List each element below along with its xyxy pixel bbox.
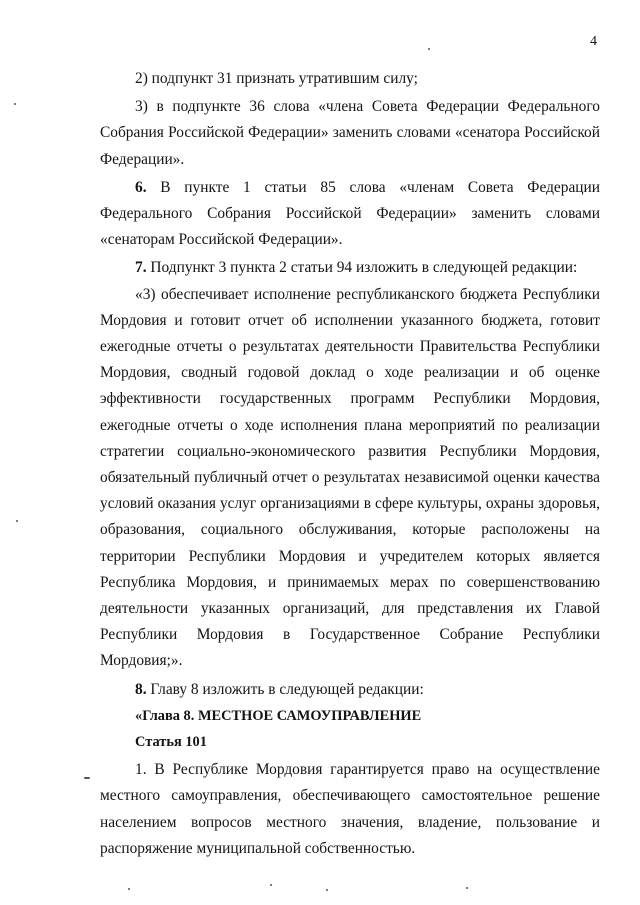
paragraph-article-101-part-1: 1. В Республике Мордовия гарантируется право на осуществление местного самоуправления, обеспечивающего самостоятельное решение населением вопросов местного значения, владение, пользование и распоряжение муниципальной собственностью. (100, 761, 600, 857)
item-text: Главу 8 изложить в следующей редакции: (146, 680, 424, 698)
paragraph-subitem-36: 3) в подпункте 36 слова «члена Совета Федерации Федерального Собрания Российской Федерации» заменить словами «сенатора Российской Федерации». (100, 98, 600, 168)
paragraph-quoted-subitem-3: «3) обеспечивает исполнение республиканского бюджета Республики Мордовия и готовит отчет об исполнении указанного бюджета, готовит ежегодные отчеты о результатах деятельности Правительства Республики Мордовия, сводный годовой доклад о ходе реализации и об оценке эффективности государственных программ Республики Мордовия, ежегодные отчеты о ходе исполнения плана мероприятий по реализации стратегии социально-экономического развития Республики Мордовия, обязательный публичный отчет о результатах независимой оценки качества условий оказания услуг организациями в сфере культуры, охраны здоровья, образования, социального обслуживания, которые расположены на территории Республики Мордовия и учредителем которых является Республика Мордовия, и принимаемых мерах по совершенствованию деятельности указанных организаций, для представления их Главой Республики Мордовия в Государственное Собрание Республики Мордовия;». (100, 285, 600, 670)
scan-speck (16, 520, 18, 522)
paragraph-item-7 (100, 255, 600, 281)
scan-speck (326, 889, 328, 891)
scan-speck (428, 48, 430, 50)
chapter-heading: «Глава 8. МЕСТНОЕ САМОУПРАВЛЕНИЕ (135, 707, 422, 724)
scan-speck (466, 887, 468, 889)
document-body (100, 66, 600, 862)
scan-speck (14, 103, 16, 105)
article-heading: Статья 101 (135, 734, 207, 751)
item-number: 8. (135, 680, 147, 698)
scan-speck (84, 777, 90, 779)
scan-speck (270, 884, 272, 886)
item-number: 6. (135, 178, 147, 196)
paragraph-item-6 (100, 175, 600, 254)
item-number: 7. (135, 259, 147, 277)
item-text: В пункте 1 статьи 85 слова «членам Совета Федерации Федерального Собрания Российской Федерации» заменить словами «сенаторам Российской Федерации». (100, 178, 600, 249)
paragraph-subitem-31: 2) подпункт 31 признать утратившим силу; (135, 70, 418, 87)
paragraph-item-8 (100, 677, 600, 703)
scan-speck (128, 888, 130, 890)
item-text: Подпункт 3 пункта 2 статьи 94 изложить в следующей редакции: (146, 259, 578, 277)
page-number: 4 (590, 34, 597, 49)
